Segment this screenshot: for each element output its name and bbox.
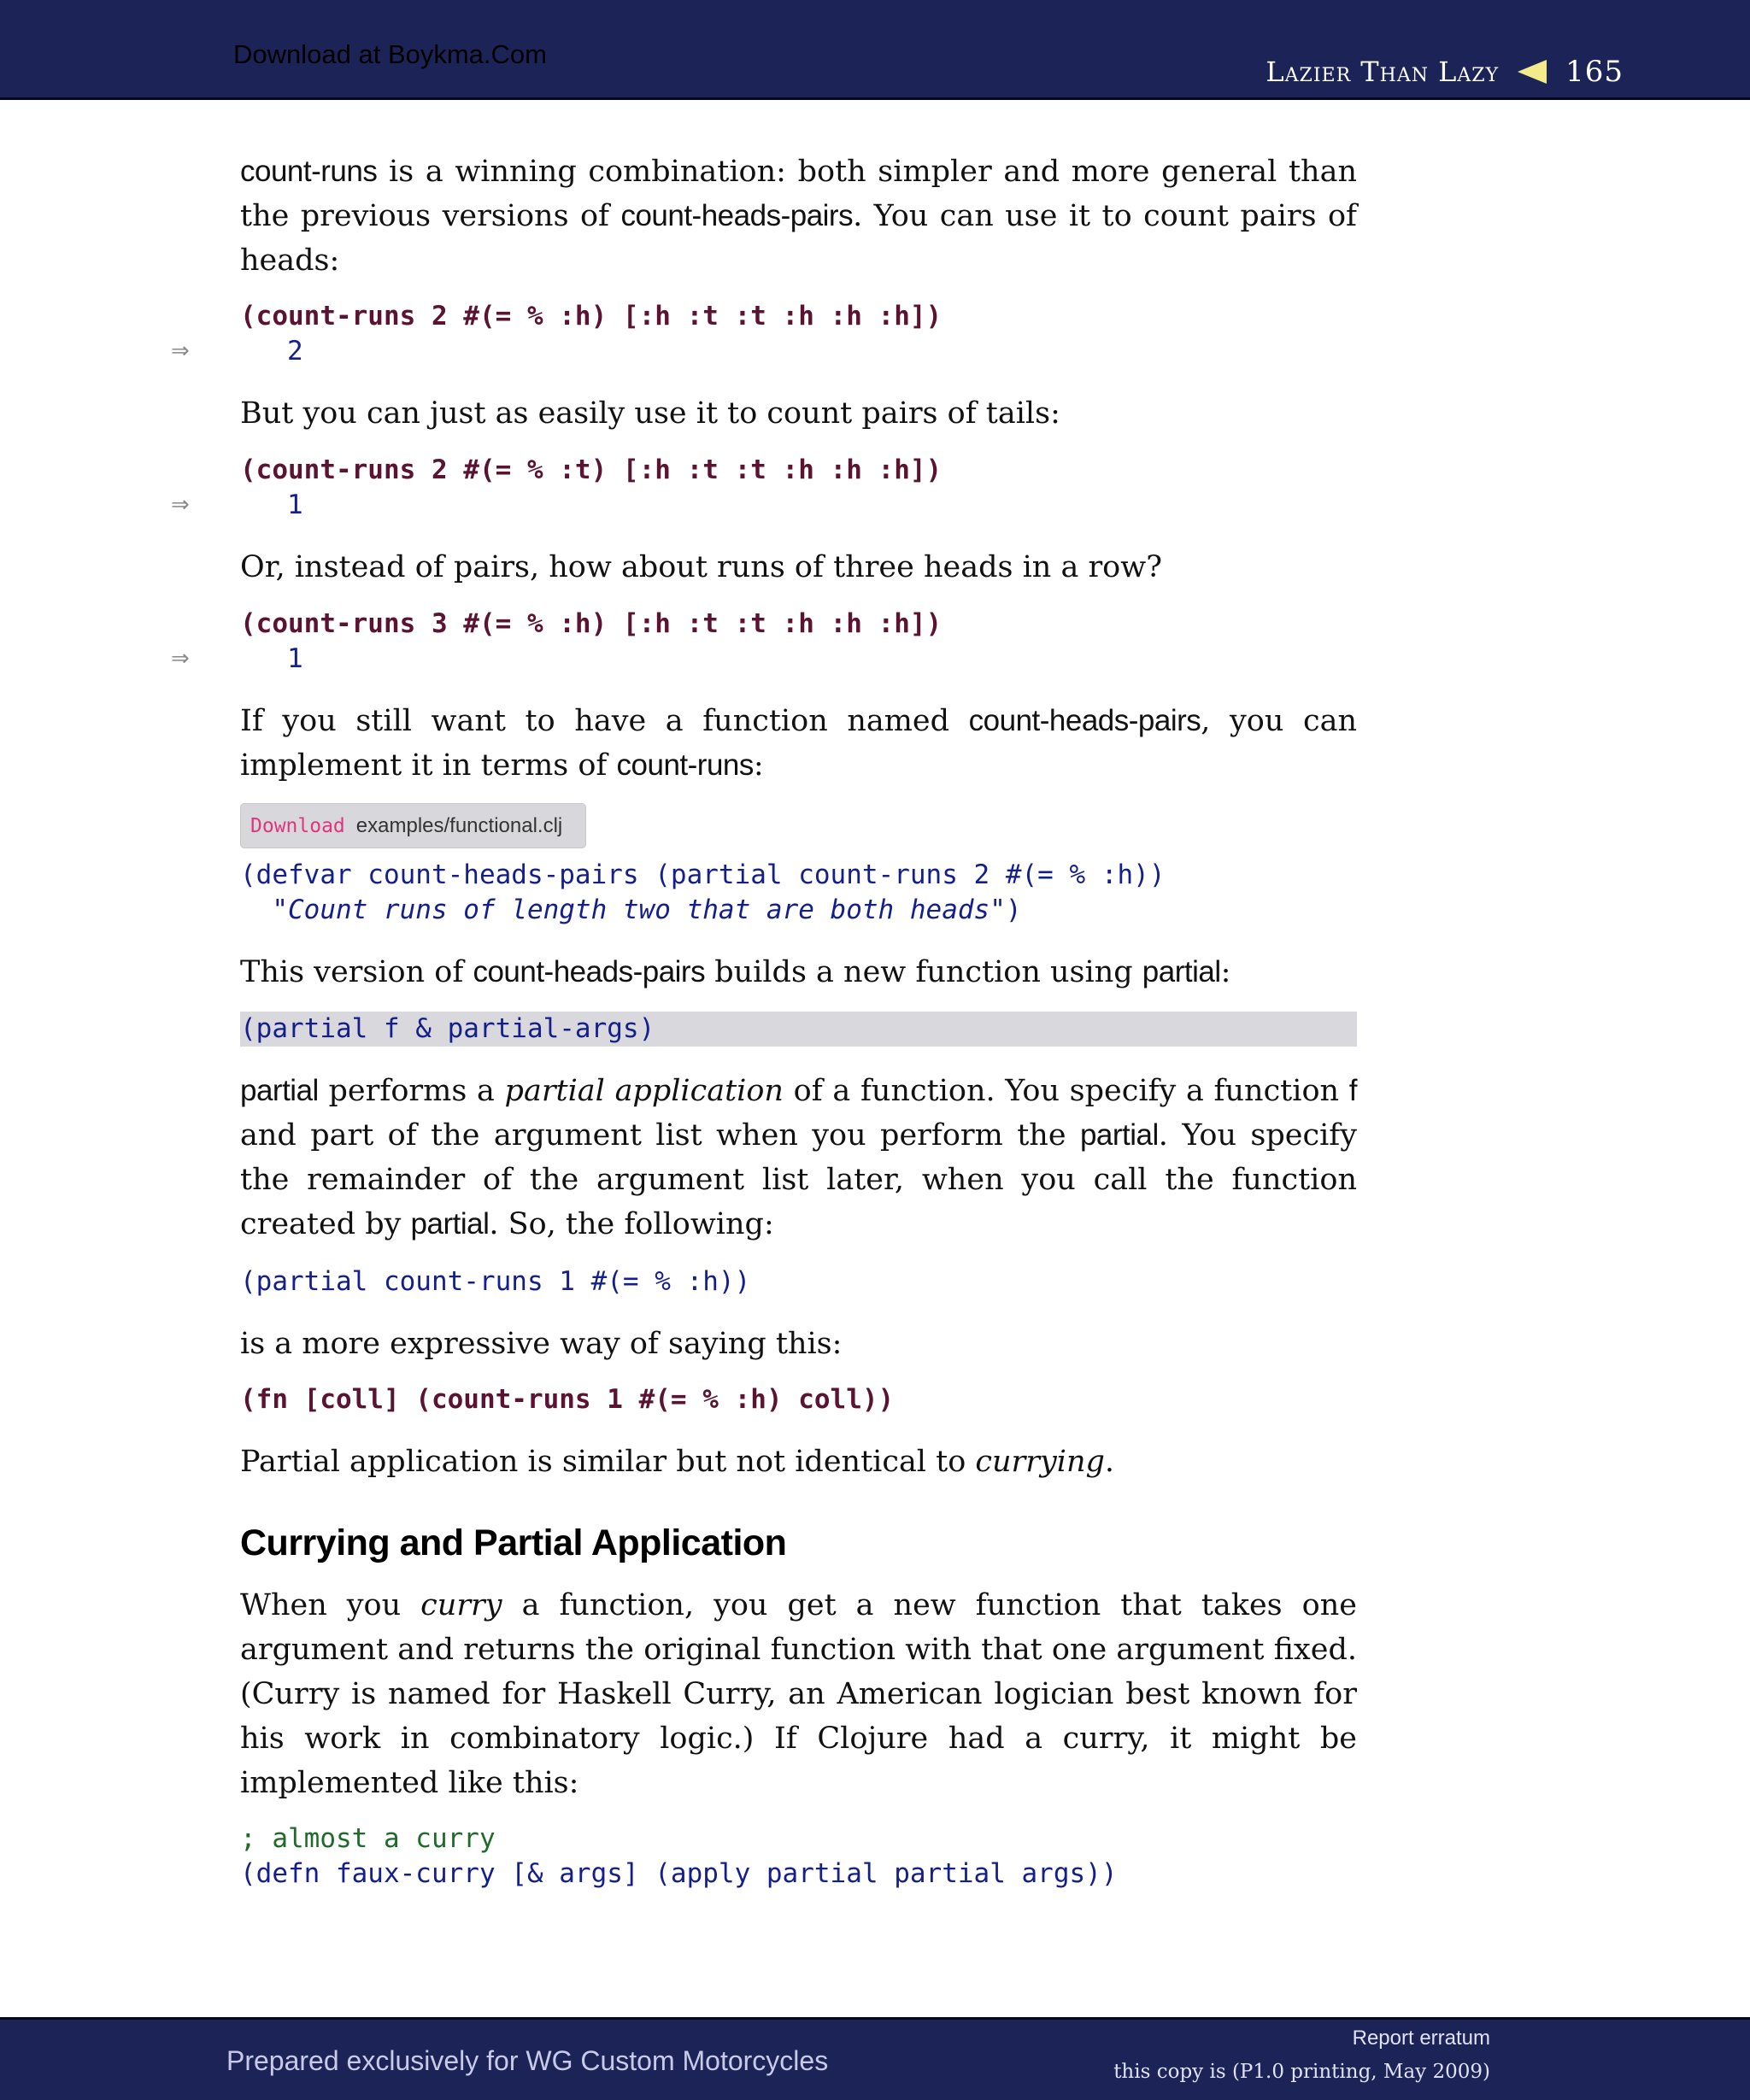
partial-example-code: (partial count-runs 1 #(= % :h)) xyxy=(240,1266,751,1297)
code-example-2: (count-runs 2 #(= % :t) [:h :t :t :h :h :h]) xyxy=(240,455,943,485)
emphasis: curry xyxy=(420,1588,502,1622)
download-file-tab[interactable] xyxy=(240,803,586,848)
page-number: 165 xyxy=(1565,55,1624,89)
paragraph-6: partial performs a partial application of a function. You specify a function f and part of the argument list when you perform the partial. You specify the remainder of the argument list later, when you call the function created by partial. So, the following: xyxy=(240,1074,1358,1241)
inline-code: partial xyxy=(1142,955,1221,988)
paragraph-8: Partial application is similar but not identical to currying. xyxy=(240,1445,1115,1479)
paragraph-7: is a more expressive way of saying this: xyxy=(240,1327,843,1361)
back-triangle-icon[interactable] xyxy=(1518,60,1547,84)
code-result-2: 1 xyxy=(287,490,303,520)
result-arrow-icon: ⇒ xyxy=(171,338,190,364)
download-label[interactable]: Download xyxy=(250,814,345,837)
inline-code: count-heads-pairs xyxy=(473,955,706,988)
running-header xyxy=(1266,55,1624,89)
result-arrow-icon: ⇒ xyxy=(171,646,190,672)
paragraph-9: When you curry a function, you get a new function that takes one argument and returns the original function with that one argument fixed. (Curry is named for Haskell Curry, an American logician best known for his work in combinatory logic.) If Clojure had a curry, it might be implemented like this: xyxy=(240,1588,1357,1800)
code-example-1: (count-runs 2 #(= % :h) [:h :t :t :h :h :h]) xyxy=(240,301,943,331)
inline-code: count-runs xyxy=(616,748,754,782)
emphasis: currying xyxy=(975,1445,1105,1479)
defvar-code-block: (defvar count-heads-pairs (partial count-runs 2 #(= % :h)) "Count runs of length two that are both heads") xyxy=(240,859,1166,925)
partial-signature-code: (partial f & partial-args) xyxy=(240,1013,655,1044)
result-arrow-icon: ⇒ xyxy=(171,492,190,518)
inline-code: partial xyxy=(1079,1118,1159,1152)
fn-example-code: (fn [coll] (count-runs 1 #(= % :h) coll)) xyxy=(240,1384,895,1415)
paragraph-3: Or, instead of pairs, how about runs of three heads in a row? xyxy=(240,550,1162,584)
report-erratum-link[interactable]: Report erratum xyxy=(1352,2027,1490,2050)
section-heading: Currying and Partial Application xyxy=(240,1522,787,1563)
code-result-1: 2 xyxy=(287,336,303,367)
download-source-text: Download at Boykma.Com xyxy=(233,39,547,69)
paragraph-1: count-runs is a winning combination: both simpler and more general than the previous versions of count-heads-pairs. You can use it to count pairs of heads: xyxy=(240,155,1358,278)
inline-code: partial xyxy=(240,1074,319,1107)
inline-code: f xyxy=(1348,1074,1357,1107)
inline-code: count-heads-pairs xyxy=(620,199,854,232)
download-file-path[interactable]: examples/functional.clj xyxy=(355,813,563,837)
chapter-title: Lazier Than Lazy xyxy=(1266,56,1500,88)
prepared-for-text: Prepared exclusively for WG Custom Motorcycles xyxy=(226,2045,829,2076)
inline-code: partial xyxy=(410,1207,490,1241)
paragraph-5: This version of count-heads-pairs builds a new function using partial: xyxy=(240,955,1231,989)
code-result-3: 1 xyxy=(287,643,303,674)
curry-comment-code: ; almost a curry xyxy=(240,1823,496,1854)
paragraph-4: If you still want to have a function named count-heads-pairs, you can implement it in terms of count-runs: xyxy=(240,704,1357,783)
inline-code: count-heads-pairs xyxy=(968,704,1201,737)
inline-code: count-runs xyxy=(240,155,378,188)
emphasis: partial application xyxy=(504,1074,784,1108)
copy-info-text: this copy is (P1.0 printing, May 2009) xyxy=(1113,2061,1490,2083)
faux-curry-code: (defn faux-curry [& args] (apply partial partial args)) xyxy=(240,1858,1118,1889)
paragraph-2: But you can just as easily use it to count pairs of tails: xyxy=(240,396,1060,431)
code-example-3: (count-runs 3 #(= % :h) [:h :t :t :h :h :h]) xyxy=(240,608,943,639)
